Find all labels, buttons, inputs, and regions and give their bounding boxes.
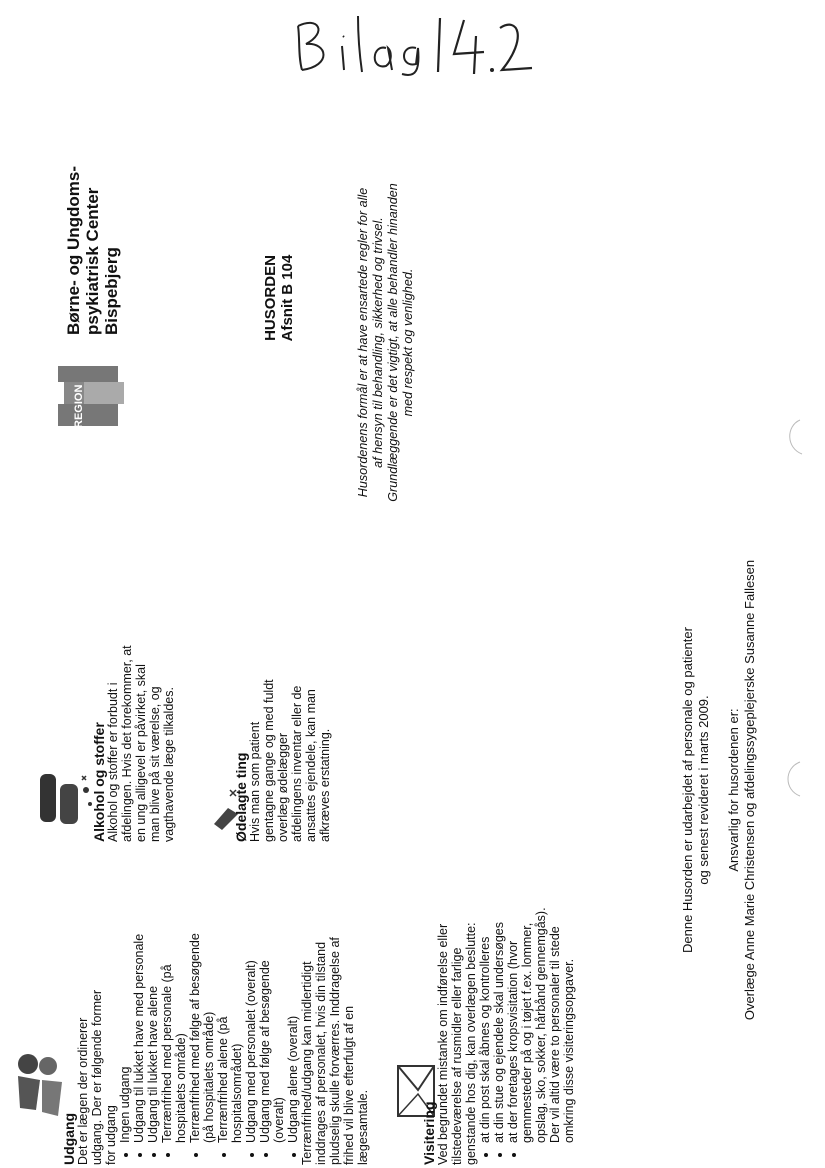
handwritten-annotation [288,8,533,78]
list-item: • Udgang med personalet (overalt) [244,930,258,1143]
intro-text: Husordenens formål er at have ensartede regler for alle af hensyn til behandling, sikkerhed og trivsel. Grundlæggende er det vigtigt, at alle behandler hinanden med respekt og venlighed. [356,183,415,502]
org-name: Børne- og Ungdoms- psykiatrisk Center Bispebjerg [64,165,121,335]
list-item: • Terrænfrihed med personale (på hospitalets område) [160,930,188,1143]
page-title: HUSORDEN Afsnit B 104 [262,254,296,342]
list-item: • Terrænfrihed alene (på hospitalsområdet) [216,930,244,1143]
section-odelagte-ting: Ødelagte ting Hvis man som patient gentagne gange og med fuldt overlæg ødelægger afdelingens inventar eller de ansattes ejendele, kan man afkræves erstatning. [233,679,332,842]
list-item: • Udgang til lukket have med personale [132,930,146,1143]
section-udgang: Udgang Det er lægen der ordinerer udgang. Der er følgende former for udgang • Ingen udgang • Udgang til lukket have med personale • Udgang til lukket have alene • Terrænfrihed med personale (på hospitalets område) • Terrænfrihed med følge af besøgende (på hospitalets område) • Terrænfrihed alene (på hospitalsområdet) • Udgang med personalet (overalt) • Udgang med følge af besøgende (overalt) • Udgang alene (overalt) Terrænfrihed/udgang kan midlertidigt inddrages af personalet, hvis din tilstand pludselig skulle forværres. Inddragelse af frihed vil blive efterfulgt af en lægesamtale. [62,930,370,1165]
scan-mark [780,418,810,458]
people-walking-icon [12,1050,68,1120]
section-visitering: Visitering Ved begrundet mistanke om indførelse eller tilstedeværelse af rusmidler eller farlige genstande hos dig, kan overlægen beslutte: • at din post skal åbnes og kontrolleres • at din stue og ejendele skal undersøges • at der foretages kropsvisitation (hvor gemmesteder på og i tøjet f.ex. lommer, opslag, sko, sokker, hårbånd gennemgås). Der vil altid være to personaler til stede omkring disse visiteringsopgaver. [422,900,576,1165]
udgang-list [118,930,300,1165]
list-item: • at din stue og ejendele skal undersøges [492,900,506,1143]
svg-text:REGION: REGION [73,384,85,428]
footer: Denne Husorden er udarbejdet af personale og patienter og senest revideret i marts 2009. Ansvarlig for husordenen er: Overlæge Anne Marie Christensen og afdelingssygeplejerske Susanne Fallesen [680,559,757,1021]
region-logo [58,362,128,432]
list-item: • Udgang med følge af besøgende (overalt) [258,930,286,1143]
section-alkohol: Alkohol og stoffer Alkohol og stoffer er forbudt i afdelingen. Hvis det forekommer, at en ung alligevel er påvirket, skal man blive på sit værelse, og vagthavende læge tilkaldes. [91,645,176,842]
list-item: • Terrænfrihed med følge af besøgende (på hospitalets område) [188,930,216,1143]
visitering-list [478,900,576,1165]
list-item: • Udgang til lukket have alene [146,930,160,1143]
list-item: • at der foretages kropsvisitation (hvor gemmesteder på og i tøjet f.ex. lommer, opslag, sko, sokker, hårbånd gennemgås). Der vil altid være to personaler til stede omkring disse visiteringsopgaver. [506,900,576,1143]
list-item: • Ingen udgang [118,930,132,1143]
list-item: • at din post skal åbnes og kontrolleres [478,900,492,1143]
bottles-icon [30,768,100,838]
scan-mark [778,760,808,800]
list-item: • Udgang alene (overalt) [286,930,300,1143]
